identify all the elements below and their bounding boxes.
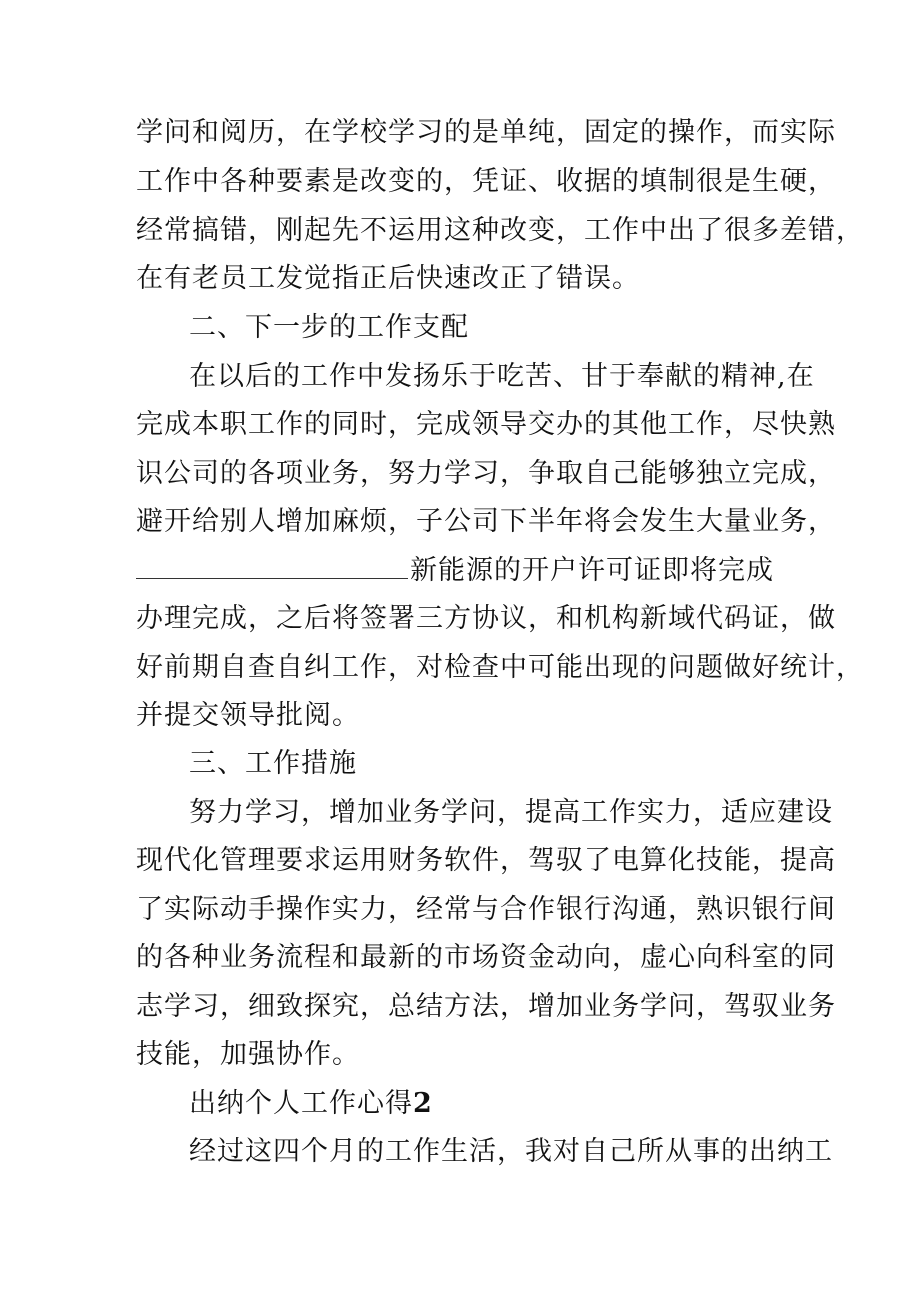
paragraph-line: 完成本职工作的同时，完成领导交办的其他工作，尽快熟 <box>136 409 836 440</box>
paragraph-line: 努力学习，增加业务学问，提高工作实力，适应建设 <box>189 797 833 828</box>
paragraph-line-with-blank <box>136 554 796 588</box>
paragraph-line: 经常搞错，刚起先不运用这种改变，工作中出了很多差错， <box>136 215 864 246</box>
paragraph-line: 好前期自查自纠工作，对检查中可能出现的问题做好统计， <box>136 652 864 683</box>
paragraph-line: 避开给别人增加麻烦，子公司下半年将会发生大量业务， <box>136 506 836 537</box>
paragraph-line: 在以后的工作中发扬乐于吃苦、甘于奉献的精神,在 <box>189 361 815 392</box>
paragraph-line: 现代化管理要求运用财务软件，驾驭了电算化技能，提高 <box>136 845 836 876</box>
paragraph-line: 了实际动手操作实力，经常与合作银行沟通，熟识银行间 <box>136 894 836 925</box>
paragraph-line: 的各种业务流程和最新的市场资金动向，虚心向科室的同 <box>136 942 836 973</box>
blank-trailing-text: 新能源的开户许可证即将完成 <box>410 555 774 586</box>
paragraph-line: 志学习，细致探究，总结方法，增加业务学问，驾驭业务 <box>136 991 836 1022</box>
paragraph-line: 识公司的各项业务，努力学习，争取自己能够独立完成， <box>136 458 836 489</box>
section-heading: 二、下一步的工作支配 <box>189 312 469 343</box>
paragraph-line: 并提交领导批阅。 <box>136 700 360 731</box>
paragraph-line: 学问和阅历，在学校学习的是单纯，固定的操作，而实际 <box>136 117 836 148</box>
article-heading <box>189 1087 796 1121</box>
article-heading-number: 2 <box>413 1088 433 1119</box>
paragraph-line: 经过这四个月的工作生活，我对自己所从事的出纳工 <box>189 1136 833 1167</box>
paragraph-line: 技能，加强协作。 <box>136 1039 360 1070</box>
paragraph-line: 在有老员工发觉指正后快速改正了错误。 <box>136 263 640 294</box>
article-heading-text: 出纳个人工作心得 <box>189 1088 413 1119</box>
fill-in-blank <box>136 554 408 579</box>
section-heading: 三、工作措施 <box>189 748 357 779</box>
paragraph-line: 办理完成，之后将签署三方协议，和机构新域代码证，做 <box>136 603 836 634</box>
paragraph-line: 工作中各种要素是改变的，凭证、收据的填制很是生硬， <box>136 166 836 197</box>
